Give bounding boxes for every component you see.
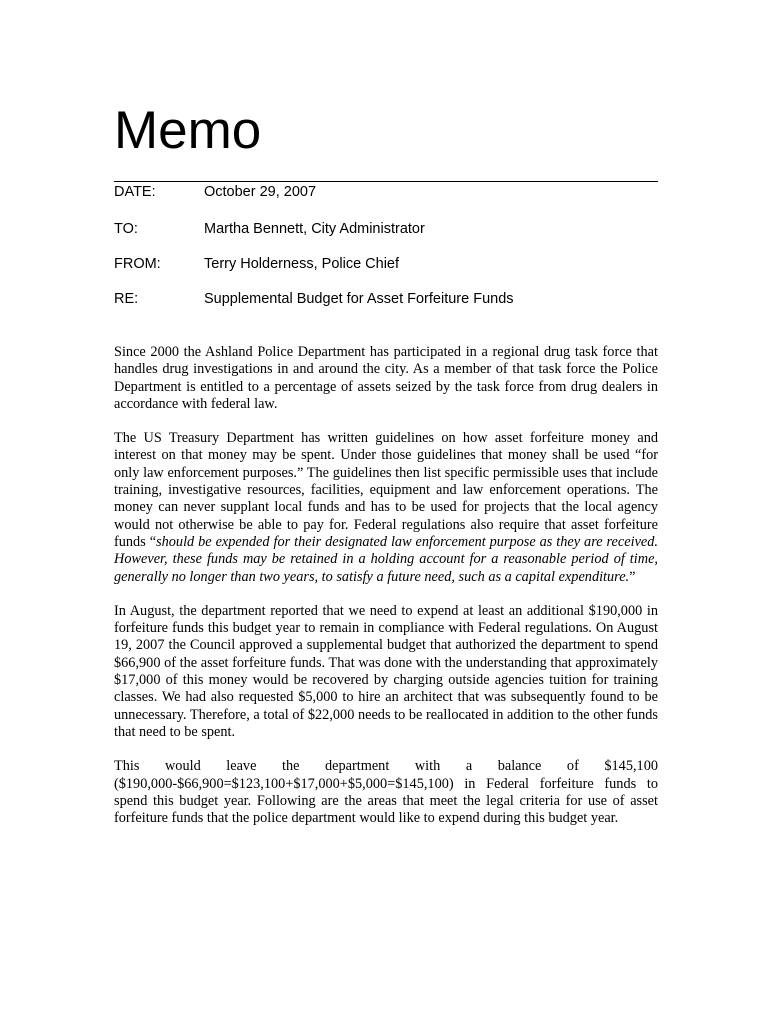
memo-body [114, 344, 658, 844]
paragraph-treasury-intro: The US Treasury Department has written guidelines on how asset forfeiture money and interest on that money may be spent. Under those guidelines that money shall be used “for only law enforcement purposes.” The guidelines then list specific permissible uses that include training, investigative resources, facilities, equipment and law enforcement operations. The money can never supplant local funds and has to be used for projects that the local agency would not otherwise be able to pay for. Federal regulations also require that asset forfeiture funds “ [114, 430, 658, 550]
from-label: FROM: [114, 256, 161, 272]
from-value: Terry Holderness, Police Chief [204, 256, 400, 272]
header-divider [114, 181, 658, 182]
to-value: Martha Bennett, City Administrator [204, 221, 425, 237]
paragraph-treasury-guidelines [114, 430, 658, 586]
date-value: October 29, 2007 [204, 184, 317, 200]
to-label: TO: [114, 221, 138, 237]
date-label: DATE: [114, 184, 156, 200]
memo-title: Memo [114, 101, 262, 160]
paragraph-supplemental-budget: In August, the department reported that we need to expend at least an additional $190,000 in forfeiture funds this budget year to remain in compliance with Federal regulations. On August 19, 2007 the Council approved a supplemental budget that authorized the department to spend $66,900 of the asset forfeiture funds. That was done with the understanding that approximately $17,000 of this money would be recovered by charging outside agencies tuition for training classes. We had also requested $5,000 to hire an architect that was subsequently found to be unnecessary. Therefore, a total of $22,000 needs to be reallocated in addition to the other funds that need to be spent. [114, 602, 658, 740]
paragraph-task-force: Since 2000 the Ashland Police Department has participated in a regional drug task force that handles drug investigations in and around the city. As a member of that task force the Police Department is entitled to a percentage of assets seized by the task force from drug dealers in accordance with federal law. [114, 344, 658, 412]
paragraph-remaining-balance: This would leave the department with a balance of $145,100 ($190,000-$66,900=$123,100+$17,000+$5,000=$145,100) in Federal forfeiture funds to spend this budget year. Following are the areas that meet the legal criteria for use of asset forfeiture funds that the police department would like to expend during this budget year. [114, 758, 658, 827]
quote-close-mark: ” [629, 568, 636, 585]
federal-regulation-quote: should be expended for their designated law enforcement purpose as they are received. However, these funds may be retained in a holding account for a reasonable period of time, generally no longer than two years, to satisfy a future need, such as a capital expenditure. [114, 533, 658, 585]
re-label: RE: [114, 291, 139, 307]
re-value: Supplemental Budget for Asset Forfeiture Funds [204, 291, 514, 307]
